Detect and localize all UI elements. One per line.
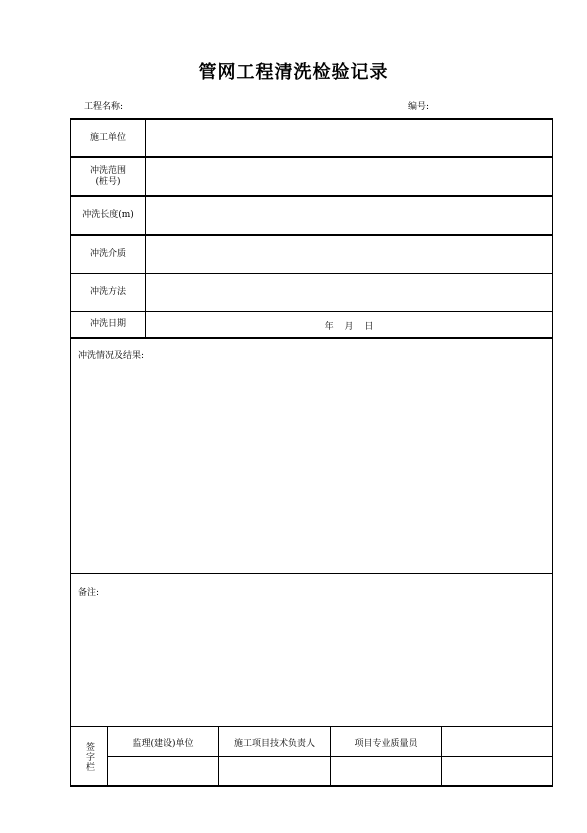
remark-area[interactable] (72, 598, 550, 725)
flush-method-label: 冲洗方法 (89, 287, 126, 297)
signature-col-quality: 项目专业质量员 (354, 738, 418, 749)
flush-date-value[interactable]: 年 月 日 (324, 321, 374, 332)
signature-cell-supervision[interactable] (108, 757, 218, 785)
project-name-label: 工程名称: (84, 102, 124, 112)
result-area[interactable] (72, 362, 550, 572)
flush-range-label: 冲洗范围 (桩号) (89, 165, 126, 187)
flush-length-label: 冲洗长度(m) (82, 210, 134, 220)
flush-medium-field[interactable] (147, 236, 551, 273)
flush-range-sub: (桩号) (95, 176, 121, 187)
remark-label: 备注: (78, 588, 100, 598)
signature-cell-extra[interactable] (442, 757, 552, 785)
flush-range-field[interactable] (147, 158, 551, 195)
signature-side-label: 签字栏 (84, 741, 94, 772)
result-label: 冲洗情况及结果: (78, 351, 145, 361)
signature-col-supervision: 监理(建设)单位 (132, 738, 194, 749)
flush-method-field[interactable] (147, 274, 551, 311)
signature-cell-tech-lead[interactable] (219, 757, 330, 785)
construction-unit-label: 施工单位 (89, 132, 126, 143)
page-title: 管网工程清洗检验记录 (198, 62, 389, 83)
signature-cell-quality[interactable] (331, 757, 441, 785)
flush-medium-label: 冲洗介质 (89, 249, 126, 259)
flush-length-field[interactable] (147, 197, 551, 234)
flush-date-label: 冲洗日期 (89, 319, 126, 329)
signature-col-tech-lead: 施工项目技术负责人 (233, 738, 315, 749)
construction-unit-field[interactable] (147, 120, 551, 156)
number-label: 编号: (408, 102, 430, 112)
